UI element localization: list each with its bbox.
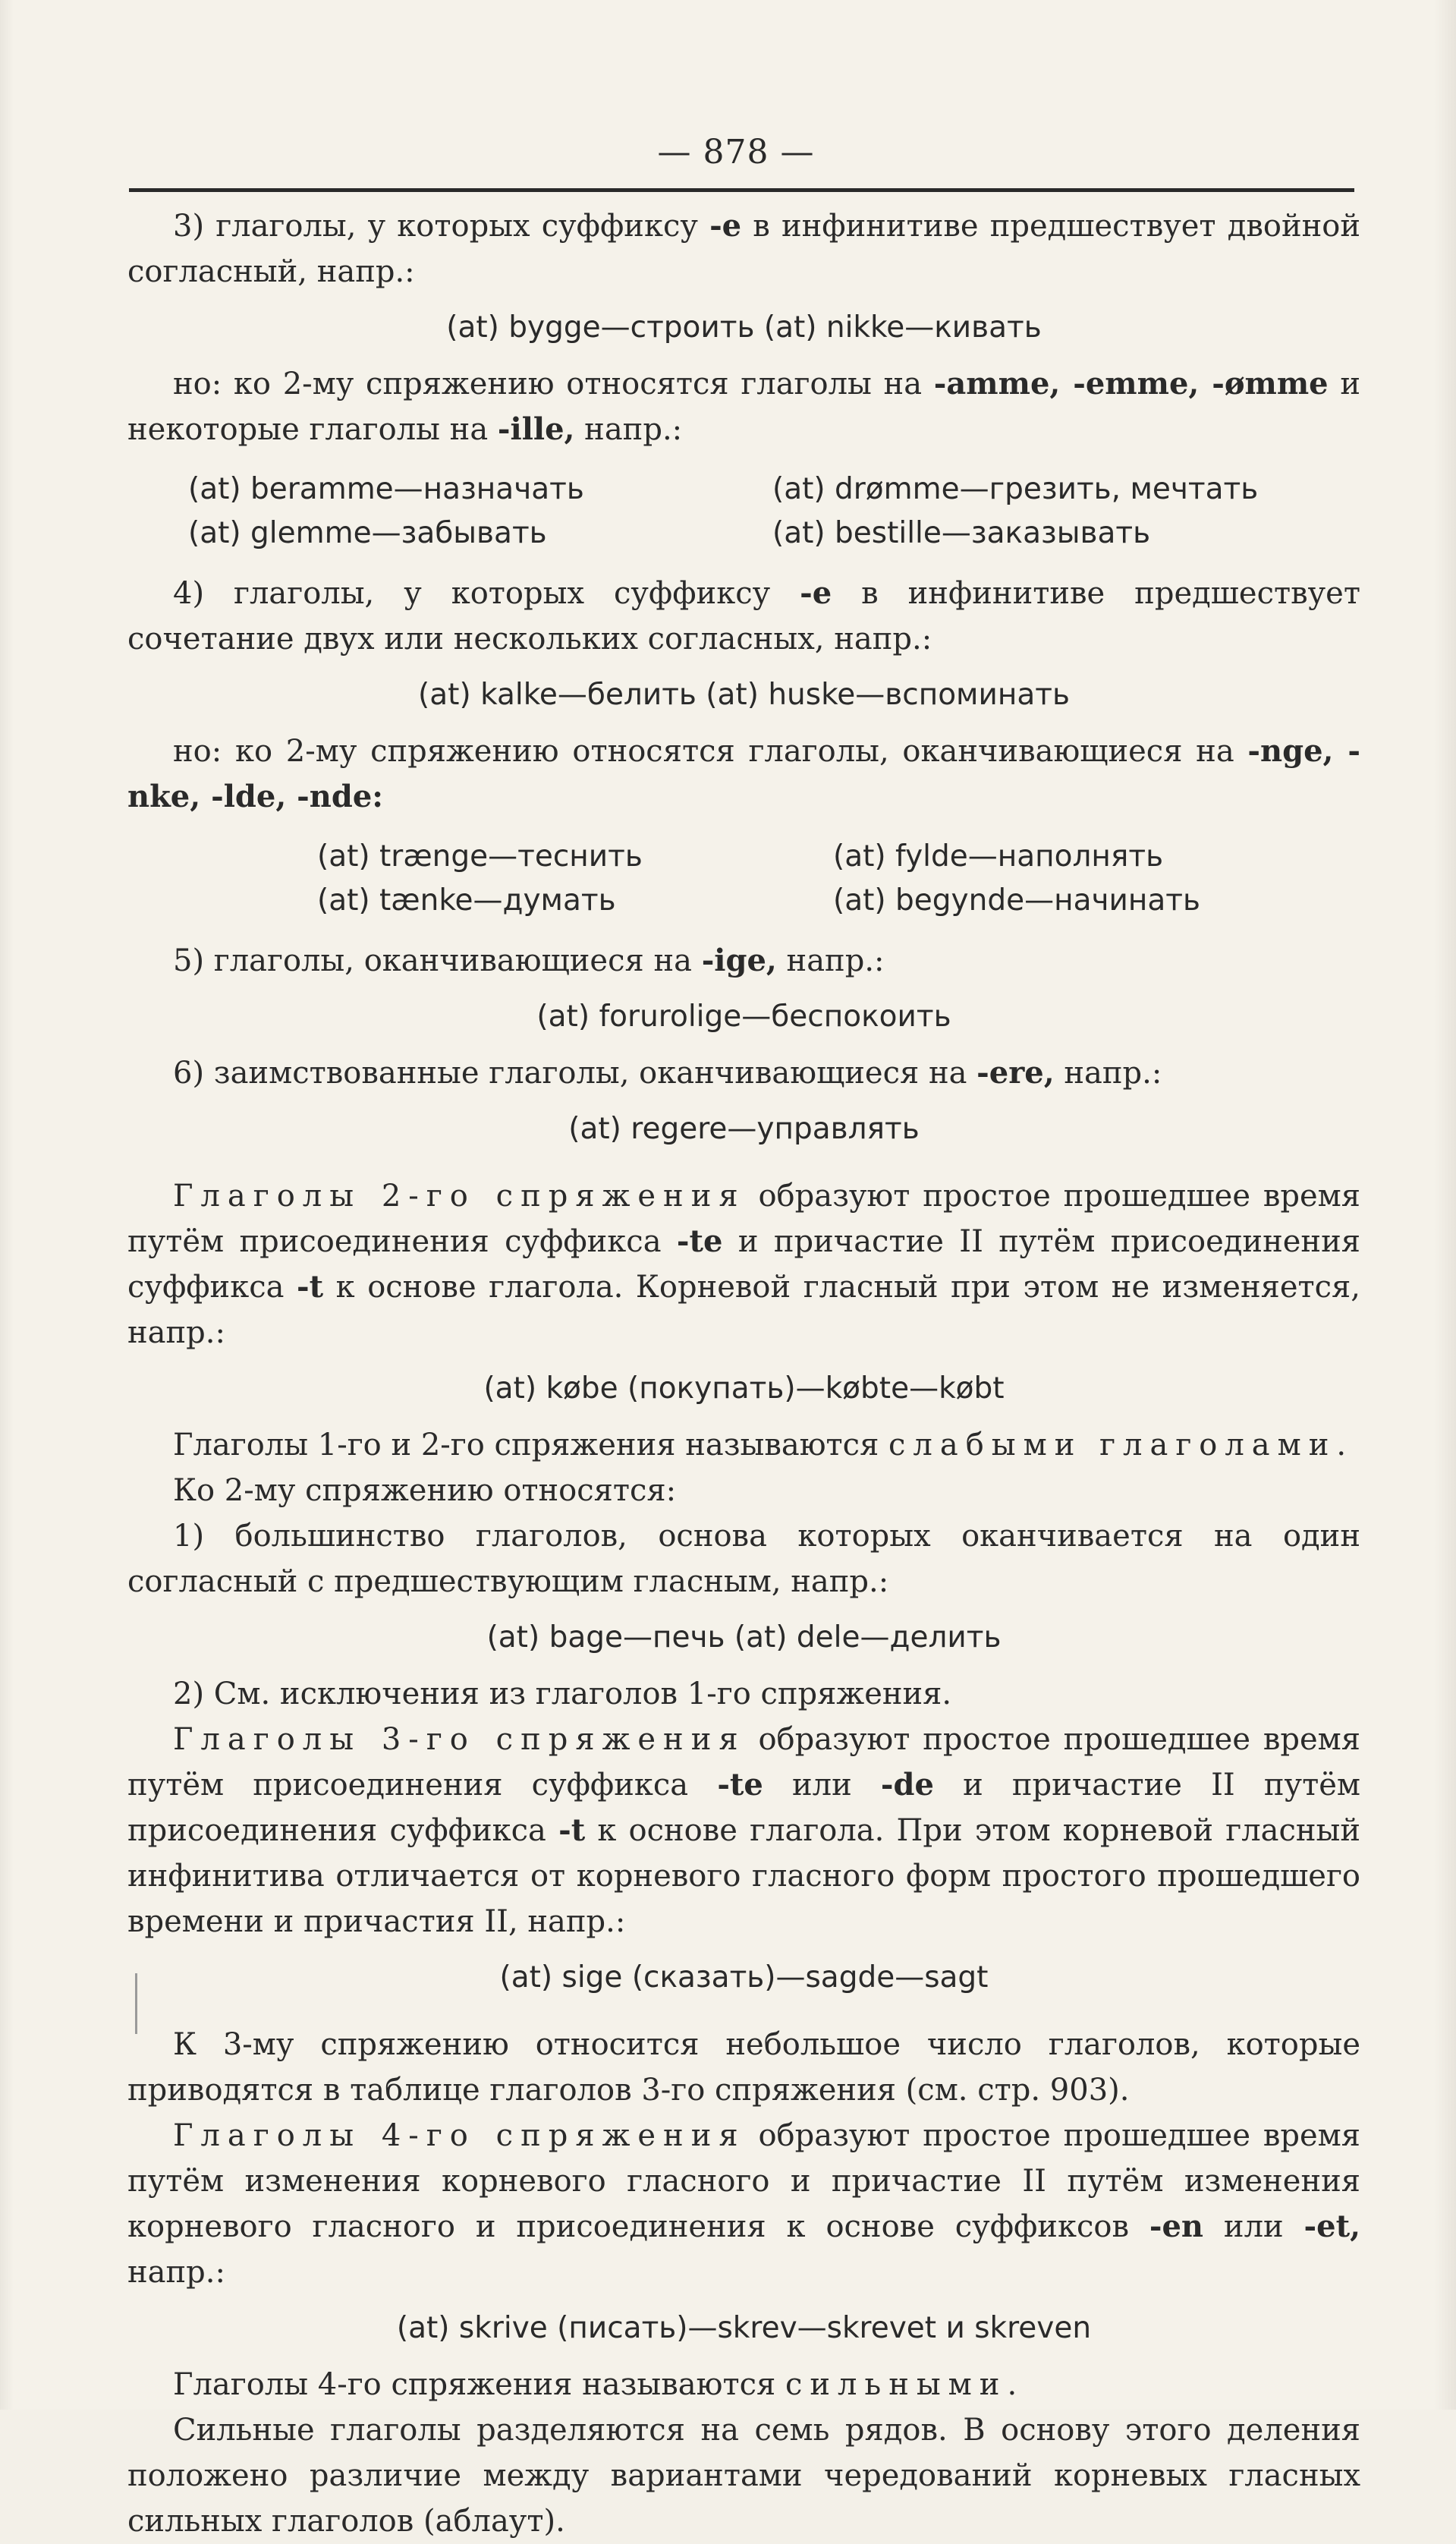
rule-3-paragraph xyxy=(127,203,1360,294)
text-span: 6) заимствованные глаголы, оканчивающиеся на xyxy=(173,1056,977,1091)
suffix-term: -ille, xyxy=(497,411,575,447)
rule-4-paragraph xyxy=(127,571,1360,662)
suffix-term: -ige, xyxy=(701,943,777,978)
text-span: образуют простое прошедшее время путём изменения корневого гласного и причастие II путём изменения корневого гласного и присоединения к основе суффиксов xyxy=(127,2118,1360,2244)
rule-6-paragraph xyxy=(127,1050,1360,1096)
text-span: и причастие II путём присоединения суффикса xyxy=(127,1224,1360,1305)
example-item: (at) glemme—забывать xyxy=(188,516,547,550)
conjugation-2-paragraph xyxy=(127,1173,1360,1355)
text-span: образуют простое прошедшее время путём присоединения суффикса xyxy=(127,1722,1360,1803)
text-span: 5) глаголы, оканчивающиеся на xyxy=(173,943,702,978)
example-line: (at) regere—управлять xyxy=(568,1112,920,1146)
text-span: Глаголы 1-го и 2-го спряжения называются xyxy=(173,1428,889,1462)
conjugation-4-paragraph xyxy=(127,2113,1360,2295)
text-span: Глаголы 4-го спряжения называются xyxy=(173,2367,785,2402)
weak-verbs-paragraph xyxy=(127,1422,1360,1468)
suffix-term: -t xyxy=(297,1269,324,1305)
example-grid xyxy=(317,835,1303,923)
spaced-term: Глаголы 4-го спряжения xyxy=(173,2118,746,2153)
example-line: (at) bygge—строить (at) nikke—кивать xyxy=(446,310,1042,345)
text-span: и некоторые глаголы на xyxy=(127,367,1360,447)
example-item: (at) drømme—грезить, мечтать xyxy=(772,472,1259,506)
suffix-term: -et, xyxy=(1303,2209,1360,2244)
text-span: напр.: xyxy=(574,412,683,447)
rule-5-paragraph xyxy=(127,938,1360,984)
text-span: и причастие II путём присоединения суффикса xyxy=(127,1768,1360,1848)
example-item: (at) tænke—думать xyxy=(317,883,616,918)
list-item: 2) См. исключения из глаголов 1-го спряжения. xyxy=(173,1677,952,1711)
text-span: напр.: xyxy=(776,943,885,978)
conjugation-3-note: К 3-му спряжению относится небольшое число глаголов, которые приводятся в таблице глаголов 3-го спряжения (см. стр. 903). xyxy=(127,2027,1360,2108)
suffix-term: -te xyxy=(717,1767,763,1803)
exception-note xyxy=(127,361,1360,452)
text-span: в инфинитиве предшествует сочетание двух или нескольких согласных, напр.: xyxy=(127,576,1360,656)
text-span: напр.: xyxy=(1054,1056,1162,1091)
suffix-term: -t xyxy=(558,1812,586,1848)
example-line: (at) købe (покупать)—købte—købt xyxy=(483,1371,1005,1406)
text-span: в инфинитиве предшествует двойной согласный, напр.: xyxy=(127,209,1361,289)
suffix-term: -amme, -emme, -ømme xyxy=(933,366,1329,401)
page-body xyxy=(127,203,1360,2544)
suffix-term: -е xyxy=(800,575,832,611)
suffix-term: -en xyxy=(1149,2209,1204,2244)
example-line: (at) kalke—белить (at) huske—вспоминать xyxy=(418,678,1070,712)
conjugation-3-paragraph xyxy=(127,1717,1360,1944)
suffix-term: -ere, xyxy=(976,1055,1055,1091)
suffix-term: -de xyxy=(880,1767,934,1803)
text-span: 4) глаголы, у которых суффиксу xyxy=(173,576,800,611)
example-line: (at) bage—печь (at) dele—делить xyxy=(486,1620,1002,1655)
list-intro: Ко 2-му спряжению относятся: xyxy=(173,1473,677,1508)
text-span: напр.: xyxy=(127,2255,225,2290)
example-line: (at) skrive (писать)—skrev—skrevet и skreven xyxy=(396,2311,1092,2345)
text-span: но: ко 2-му спряжению относятся глаголы на xyxy=(173,367,934,401)
page-number: — 878 — xyxy=(657,133,815,172)
exception-note xyxy=(127,729,1360,820)
suffix-term: -nge, -nke, -lde, -nde: xyxy=(127,733,1360,814)
example-line: (at) sige (сказать)—sagde—sagt xyxy=(499,1960,989,1995)
spacer xyxy=(127,2011,1360,2022)
example-grid xyxy=(188,468,1311,556)
text-span: но: ко 2-му спряжению относятся глаголы, оканчивающиеся на xyxy=(173,734,1248,769)
spaced-term: Глаголы 2-го спряжения xyxy=(173,1179,746,1214)
strong-verbs-paragraph xyxy=(127,2362,1360,2407)
text-span: или xyxy=(763,1768,881,1803)
text-span: или xyxy=(1203,2209,1304,2244)
header-rule xyxy=(129,188,1354,192)
spaced-term: сильными. xyxy=(785,2367,1025,2402)
suffix-term: -е xyxy=(709,208,742,244)
text-span: 3) глаголы, у которых суффиксу xyxy=(173,209,710,244)
example-item: (at) trænge—теснить xyxy=(317,839,643,874)
example-item: (at) begynde—начинать xyxy=(833,883,1200,918)
example-item: (at) beramme—назначать xyxy=(188,472,584,506)
margin-mark xyxy=(135,1973,137,2034)
strong-verbs-note: Сильные глаголы разделяются на семь рядов. В основу этого деления положено различие между вариантами чередований корневых гласных сильных глаголов (аблаут). xyxy=(127,2413,1360,2539)
example-item: (at) bestille—заказывать xyxy=(772,516,1151,550)
text-span: к основе глагола. Корневой гласный при этом не изменяется, напр.: xyxy=(127,1270,1360,1350)
example-line: (at) forurolige—беспокоить xyxy=(536,1000,951,1034)
spaced-term: Глаголы 3-го спряжения xyxy=(173,1722,746,1757)
text-span: образуют простое прошедшее время путём присоединения суффикса xyxy=(127,1179,1360,1259)
spaced-term: слабыми глаголами. xyxy=(888,1428,1354,1462)
spacer xyxy=(127,1163,1360,1173)
text-span: к основе глагола. При этом корневой гласный инфинитива отличается от корневого гласного форм простого прошедшего времени и причастия II, напр.: xyxy=(127,1813,1361,1939)
example-item: (at) fylde—наполнять xyxy=(833,839,1164,874)
suffix-term: -te xyxy=(676,1223,723,1259)
list-item: 1) большинство глаголов, основа которых оканчивается на один согласный с предшествующим гласным, напр.: xyxy=(127,1519,1360,1599)
